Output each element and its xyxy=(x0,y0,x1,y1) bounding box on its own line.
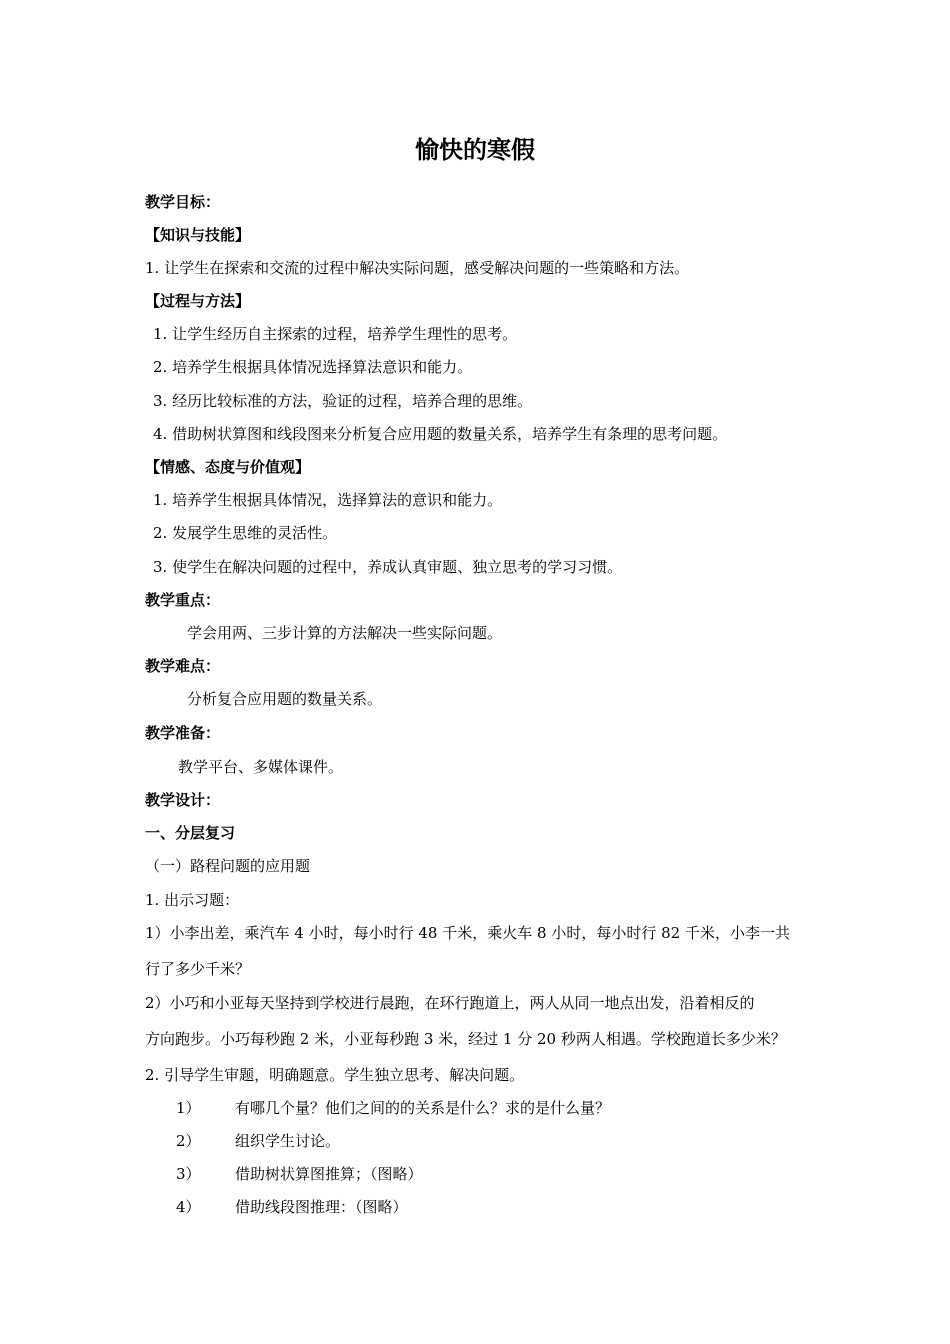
question-1-line-2: 行了多少千米？ xyxy=(145,960,251,978)
question-1-line-1: 1）小李出差，乘汽车 4 小时，每小时行 48 千米，乘火车 8 小时，每小时行 82 千米，小李一共 xyxy=(145,924,790,942)
substep-text: 有哪几个量？他们之间的的关系是什么？求的是什么量？ xyxy=(235,1099,611,1117)
knowledge-heading: 【知识与技能】 xyxy=(145,226,251,244)
key-points-text: 学会用两、三步计算的方法解决一些实际问题。 xyxy=(187,624,503,642)
substep-number: 4） xyxy=(176,1198,201,1216)
preparation-text: 教学平台、多媒体课件。 xyxy=(178,758,344,776)
objectives-heading: 教学目标： xyxy=(145,193,221,211)
document-title: 愉快的寒假 xyxy=(415,136,535,164)
preparation-heading: 教学准备： xyxy=(145,724,221,742)
question-2-line-2: 方向跑步。小巧每秒跑 2 米，小亚每秒跑 3 米，经过 1 分 20 秒两人相遇。学校跑道长多少米？ xyxy=(145,1030,786,1048)
process-heading: 【过程与方法】 xyxy=(145,292,251,310)
attitude-item: 3. 使学生在解决问题的过程中，养成认真审题、独立思考的学习习惯。 xyxy=(153,558,623,576)
substep-number: 3） xyxy=(176,1165,201,1183)
difficulties-text: 分析复合应用题的数量关系。 xyxy=(187,690,383,708)
section-heading: 一、分层复习 xyxy=(145,824,236,842)
knowledge-item: 1. 让学生在探索和交流的过程中解决实际问题，感受解决问题的一些策略和方法。 xyxy=(145,259,690,277)
substep-number: 1） xyxy=(176,1099,201,1117)
attitude-item: 1. 培养学生根据具体情况，选择算法的意识和能力。 xyxy=(153,491,503,509)
question-2-line-1: 2）小巧和小亚每天坚持到学校进行晨跑，在环行跑道上，两人从同一地点出发，沿着相反的 xyxy=(145,994,755,1012)
step-2: 2. 引导学生审题，明确题意。学生独立思考、解决问题。 xyxy=(145,1066,525,1084)
substep-text: 借助线段图推理：（图略） xyxy=(235,1198,408,1216)
key-points-heading: 教学重点： xyxy=(145,591,221,609)
process-item: 1. 让学生经历自主探索的过程，培养学生理性的思考。 xyxy=(153,325,518,343)
step-1: 1. 出示习题： xyxy=(145,891,240,909)
subsection-heading: （一）路程问题的应用题 xyxy=(145,857,311,875)
substep-text: 借助树状算图推算；（图略） xyxy=(235,1165,423,1183)
process-item: 4. 借助树状算图和线段图来分析复合应用题的数量关系，培养学生有条理的思考问题。 xyxy=(153,425,728,443)
substep-text: 组织学生讨论。 xyxy=(235,1132,341,1150)
attitude-heading: 【情感、态度与价值观】 xyxy=(145,458,311,476)
process-item: 2. 培养学生根据具体情况选择算法意识和能力。 xyxy=(153,358,473,376)
attitude-item: 2. 发展学生思维的灵活性。 xyxy=(153,524,338,542)
substep-number: 2） xyxy=(176,1132,201,1150)
process-item: 3. 经历比较标准的方法，验证的过程，培养合理的思维。 xyxy=(153,392,533,410)
design-heading: 教学设计： xyxy=(145,791,221,809)
difficulties-heading: 教学难点： xyxy=(145,657,221,675)
